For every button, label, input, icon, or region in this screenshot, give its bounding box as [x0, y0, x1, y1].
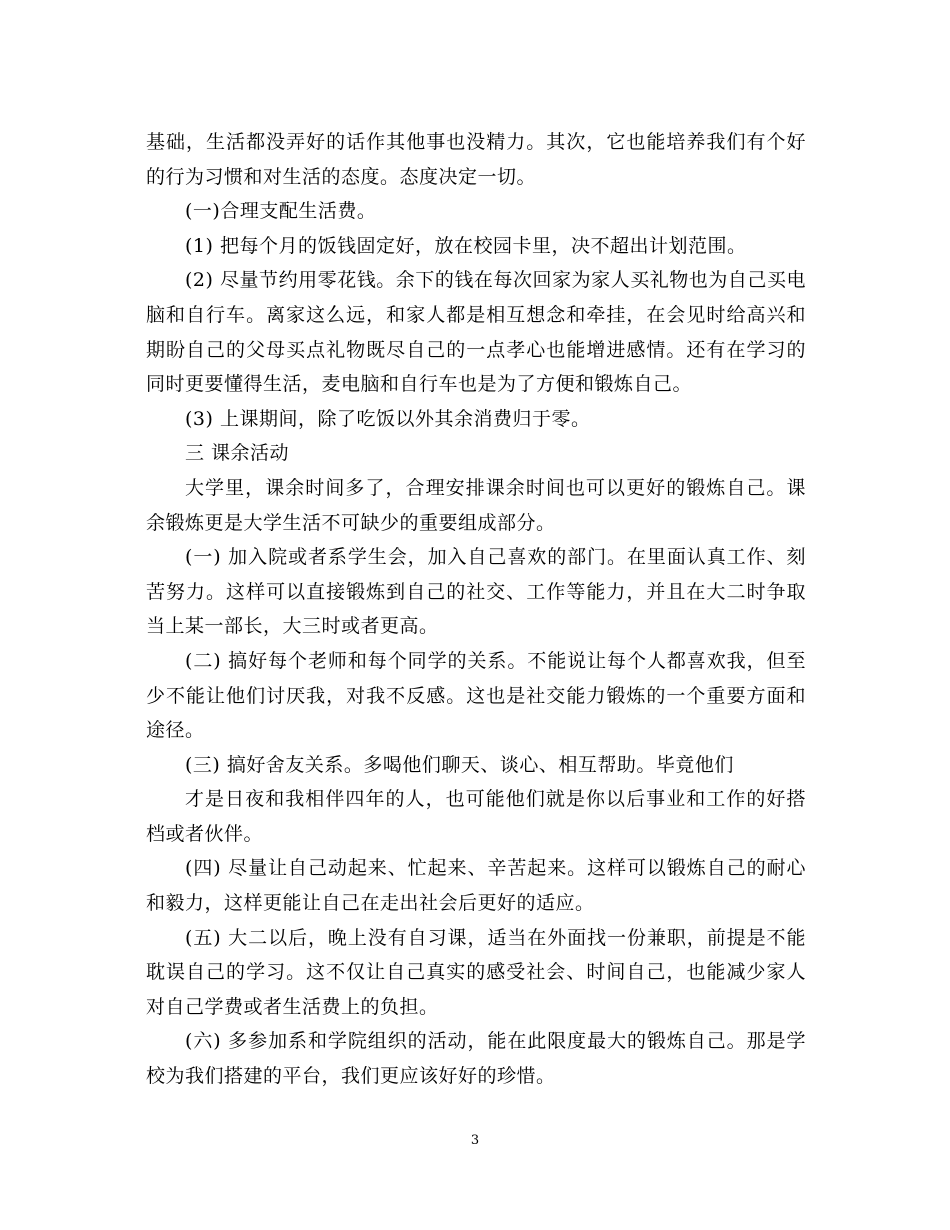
paragraph-11: 才是日夜和我相伴四年的人，也可能他们就是你以后事业和工作的好搭档或者伙伴。: [146, 788, 806, 845]
paragraph-7: 大学里，课余时间多了，合理安排课余时间也可以更好的锻炼自己。课余锻炼更是大学生活不可缺少的重要组成部分。: [146, 476, 806, 534]
paragraph-3: (1) 把每个月的饭钱固定好，放在校园卡里，决不超出计划范围。: [185, 234, 747, 257]
paragraph-10: (三) 搞好舍友关系。多喝他们聊天、谈心、相互帮助。毕竟他们: [185, 753, 734, 776]
paragraph-8: (一) 加入院或者系学生会，加入自己喜欢的部门。在里面认真工作、刻苦努力。这样可以直接锻炼到自己的社交、工作等能力，并且在大二时争取当上某一部长，大三时或者更高。: [146, 546, 806, 638]
paragraph-12: (四) 尽量让自己动起来、忙起来、辛苦起来。这样可以锻炼自己的耐心和毅力，这样更能让自己在走出社会后更好的适应。: [146, 857, 806, 915]
section-heading: 三 课余活动: [185, 442, 290, 465]
page-number: 3: [470, 1133, 480, 1148]
paragraph-14: (六) 多参加系和学院组织的活动，能在此限度最大的锻炼自己。那是学校为我们搭建的平台，我们更应该好好的珍惜。: [146, 1030, 806, 1088]
document-body: [146, 125, 806, 1094]
paragraph-4: (2) 尽量节约用零花钱。余下的钱在每次回家为家人买礼物也为自己买电脑和自行车。离家这么远，和家人都是相互想念和牵挂，在会见时给高兴和期盼自己的父母买点礼物既尽自己的一点孝心也能增进感情。还有在学习的同时更要懂得生活，麦电脑和自行车也是为了方便和锻炼自己。: [146, 269, 806, 396]
paragraph-1: 基础，生活都没弄好的话作其他事也没精力。其次，它也能培养我们有个好的行为习惯和对生活的态度。态度决定一切。: [146, 131, 806, 188]
paragraph-9: (二) 搞好每个老师和每个同学的关系。不能说让每个人都喜欢我，但至少不能让他们讨厌我，对我不反感。这也是社交能力锻炼的一个重要方面和途径。: [146, 649, 806, 742]
paragraph-13: (五) 大二以后，晚上没有自习课，适当在外面找一份兼职，前提是不能耽误自己的学习。这不仅让自己真实的感受社会、时间自己，也能减少家人对自己学费或者生活费上的负担。: [146, 926, 806, 1018]
paragraph-2: (一)合理支配生活费。: [185, 200, 377, 223]
paragraph-5: (3) 上课期间，除了吃饭以外其余消费归于零。: [185, 407, 591, 430]
